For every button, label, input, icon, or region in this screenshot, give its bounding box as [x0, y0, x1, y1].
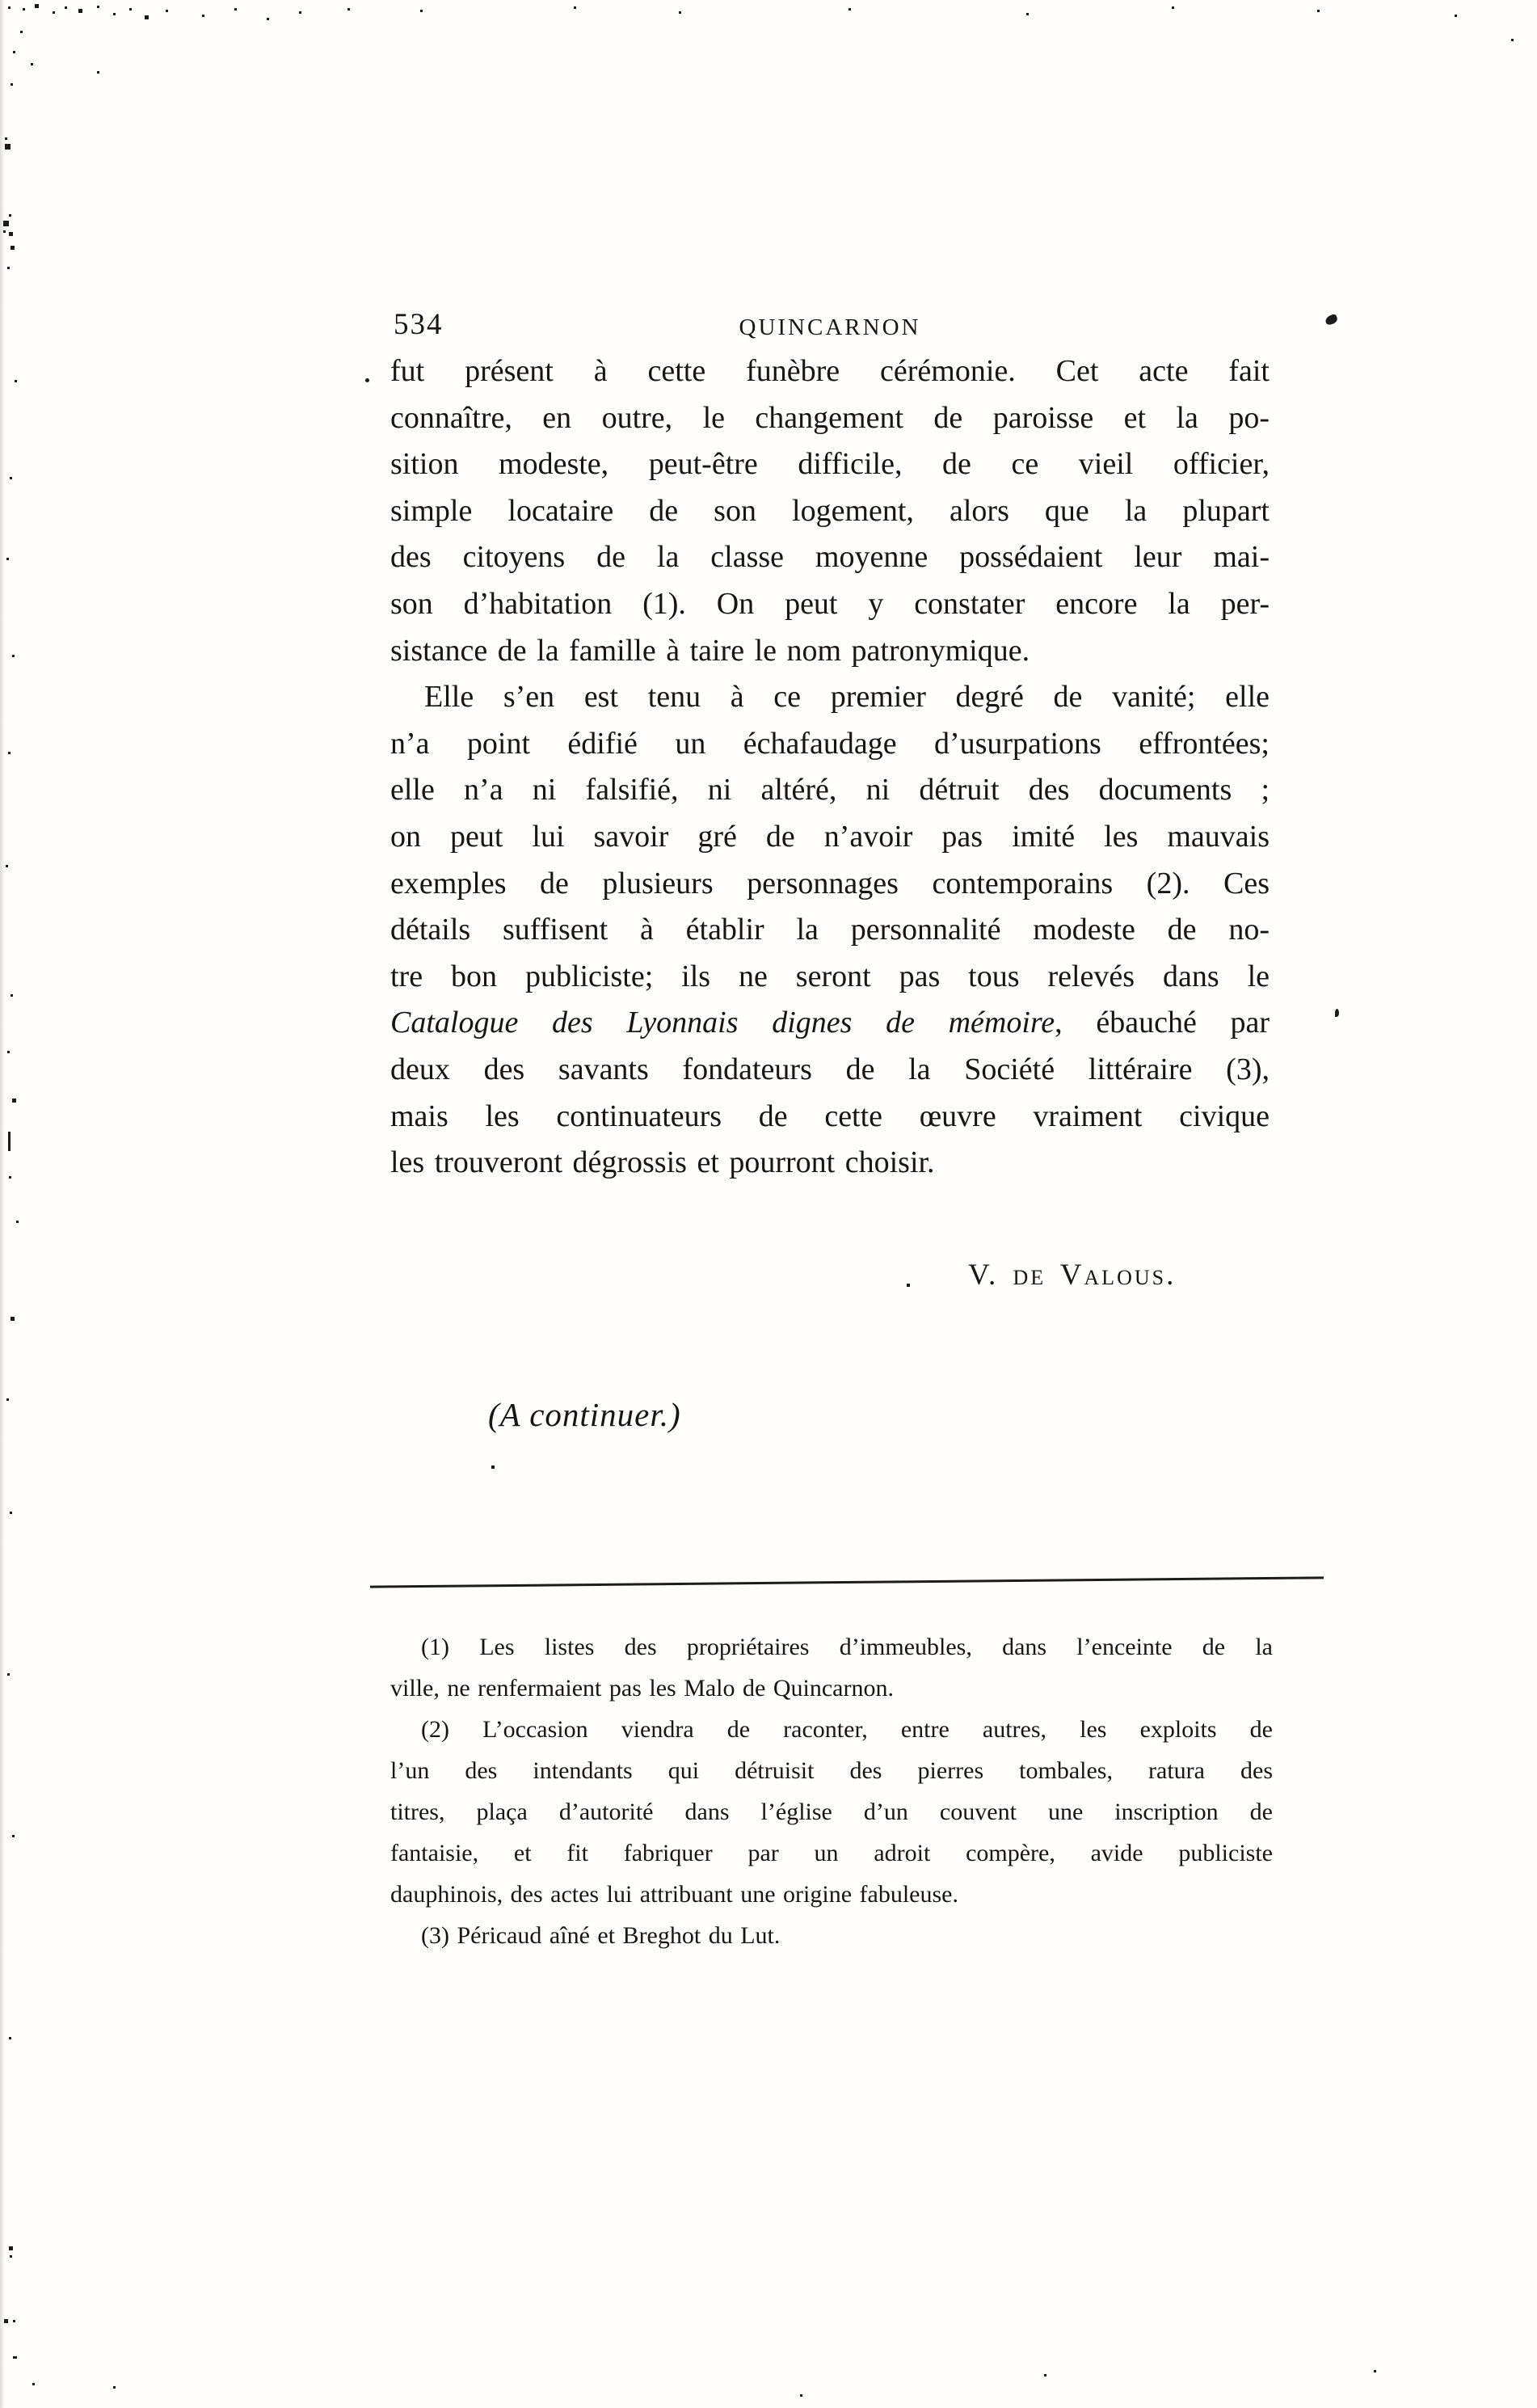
body-text — [390, 348, 1270, 1187]
scan-noise-blob — [1324, 314, 1339, 326]
text-line: mais les continuateurs de cette œuvre vraiment civique — [390, 1099, 1270, 1133]
text-line: sition modeste, peut-être difficile, de ce vieil officier, — [390, 447, 1270, 482]
text-line: elle n’a ni falsifié, ni altéré, ni détruit des documents ; — [390, 773, 1270, 808]
text-line: simple locataire de son logement, alors que la plupart — [390, 493, 1270, 528]
footnote-line: l’un des intendants qui détruisit des pierres tombales, ratura des — [390, 1757, 1273, 1784]
text-line — [390, 1000, 1270, 1047]
text-line: exemples de plusieurs personnages contemporains (2). Ces — [390, 866, 1270, 900]
page-number: 534 — [394, 308, 444, 341]
scan-noise-dash — [8, 1132, 11, 1151]
text-line: sistance de la famille à taire le nom patronymique. — [390, 633, 1030, 668]
footnote-line: (2) L’occasion viendra de raconter, entre autres, les exploits de — [421, 1716, 1273, 1743]
footnote-line: (1) Les listes des propriétaires d’immeubles, dans l’enceinte de la — [421, 1634, 1273, 1660]
text-line: tre bon publiciste; ils ne seront pas tous relevés dans le — [390, 959, 1270, 993]
text-line: connaître, en outre, le changement de paroisse et la po- — [390, 400, 1270, 435]
scan-noise-speck — [491, 1465, 495, 1469]
text-line: n’a point édifié un échafaudage d’usurpations effrontées; — [390, 726, 1270, 761]
paragraph-1 — [390, 348, 1270, 674]
scan-noise-top — [8, 6, 11, 9]
text-fragment: , ébauché par — [1055, 1006, 1270, 1040]
text-line: détails suffisent à établir la personnalité modeste de no- — [390, 913, 1270, 947]
scan-noise-speck — [1335, 1009, 1339, 1017]
author-signature: V. de Valous. — [968, 1259, 1177, 1292]
footnote-separator-rule — [370, 1576, 1324, 1588]
text-line: des citoyens de la classe moyenne possédaient leur mai- — [390, 540, 1270, 575]
footnote-line: titres, plaça d’autorité dans l’église d’un couvent une inscription de — [390, 1799, 1273, 1825]
text-line: deux des savants fondateurs de la Société littéraire (3), — [390, 1052, 1270, 1086]
italic-book-title: Catalogue des Lyonnais dignes de mémoire — [390, 1006, 1055, 1040]
text-line: Elle s’en est tenu à ce premier degré de vanité; elle — [424, 680, 1270, 715]
scan-noise-left-margin — [5, 137, 7, 140]
scan-noise-bottom — [10, 2255, 12, 2258]
scan-noise-speck — [365, 378, 369, 382]
footnote-line: dauphinois, des actes lui attribuant une origine fabuleuse. — [390, 1881, 958, 1908]
scan-noise-speck — [907, 1284, 910, 1287]
footnote-line: ville, ne renfermaient pas les Malo de Quincarnon. — [390, 1675, 894, 1702]
text-line: son d’habitation (1). On peut y constater encore la per- — [390, 586, 1270, 621]
paragraph-2 — [390, 674, 1270, 1187]
scan-edge-shading — [0, 0, 5, 2408]
footnote-2 — [390, 1709, 1273, 1915]
to-be-continued-note: (A continuer.) — [488, 1396, 681, 1433]
footnote-3 — [390, 1915, 1273, 1956]
footnote-line: (3) Péricaud aîné et Breghot du Lut. — [421, 1922, 781, 1949]
footnotes — [390, 1626, 1273, 1956]
footnote-line: fantaisie, et fit fabriquer par un adroit compère, avide publiciste — [390, 1840, 1273, 1866]
text-line: les trouveront dégrossis et pourront choisir. — [390, 1145, 935, 1180]
text-line: fut présent à cette funèbre cérémonie. Cet acte fait — [390, 354, 1270, 388]
running-title: QUINCARNON — [739, 314, 921, 340]
text-line: on peut lui savoir gré de n’avoir pas imité les mauvais — [390, 819, 1270, 854]
footnote-1 — [390, 1626, 1273, 1709]
